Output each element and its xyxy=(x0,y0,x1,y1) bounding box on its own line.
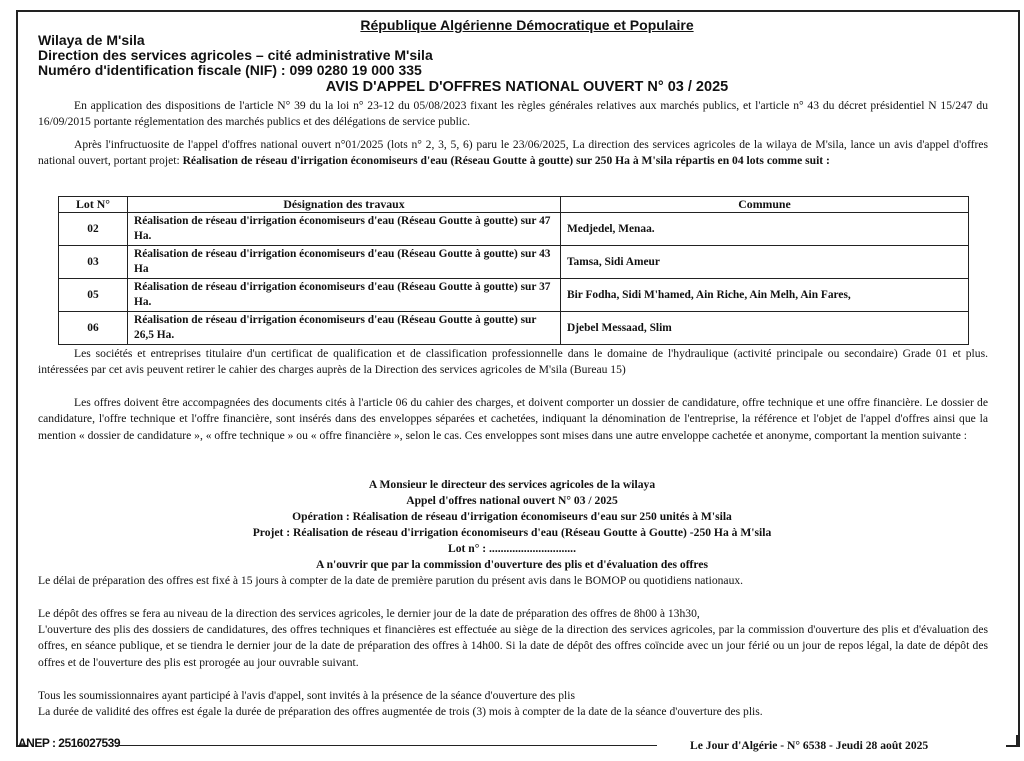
anep-reference: ANEP : 2516027539 xyxy=(18,736,121,750)
lot-commune: Bir Fodha, Sidi M'hamed, Ain Riche, Ain Melh, Ain Fares, xyxy=(561,279,969,312)
condition-validity: La durée de validité des offres est égale la durée de préparation des offres augmentée de trois (3) mois à compter de la date de la séance d'ouverture des plis. xyxy=(38,705,763,718)
lot-number: 06 xyxy=(59,312,128,345)
eligibility-paragraph xyxy=(38,346,988,379)
envelope-line-4: Projet : Réalisation de réseau d'irrigation économiseurs d'eau (Réseau Goutte à Goutte) -250 Ha à M'sila xyxy=(252,526,772,539)
lots-table xyxy=(58,196,969,345)
wilaya-label: Wilaya de M'sila xyxy=(38,32,145,48)
lot-commune: Medjedel, Menaa. xyxy=(561,213,969,246)
intro-paragraph-2 xyxy=(38,137,988,170)
offers-text: Les offres doivent être accompagnées des documents cités à l'article 06 du cahier des charges, et doivent comporter un dossier de candidature, offre technique et une offre financière. Le dossier de candidature, l'offre technique et l'offre financière, sont insérés dans des enveloppes séparées et cachetées, indiquant la dénomination de l'entreprise, la référence et l'objet de l'appel d'offres ainsi que la mention « dossier de candidature », « offre technique » ou « offre financière », selon le cas. Ces enveloppes sont mises dans une autre enveloppe cachetée et anonyme, comportant la mention suivante : xyxy=(38,396,988,442)
republic-heading: République Algérienne Démocratique et Populaire xyxy=(360,17,694,33)
offers-paragraph xyxy=(38,395,988,444)
intro-paragraph-1 xyxy=(38,98,988,131)
frame-corner-right xyxy=(1006,735,1018,747)
envelope-line-2: Appel d'offres national ouvert N° 03 / 2025 xyxy=(406,494,618,507)
lot-number: 05 xyxy=(59,279,128,312)
envelope-line-3: Opération : Réalisation de réseau d'irrigation économiseurs d'eau sur 250 unités à M'sila xyxy=(292,510,732,523)
condition-opening: L'ouverture des plis des dossiers de candidatures, des offres techniques et financières est effectuée au siège de la direction des services agricoles, par la commission d'ouverture des plis et d'évaluation des offres, en séance publique, et se tiendra le dernier jour de la date de préparation des offres à 14h00. Si la date de dépôt des offres coïncide avec un jour férié ou un jour de repos légal, la date de dépôt des offres et de l'ouverture des plis est prorogée au jour ouvrable suivant. xyxy=(38,623,988,669)
lot-designation: Réalisation de réseau d'irrigation économiseurs d'eau (Réseau Goutte à goutte) sur 43 Ha xyxy=(128,246,561,279)
condition-deposit: Le dépôt des offres se fera au niveau de la direction des services agricoles, le dernier jour de la date de préparation des offres de 8h00 à 13h30, xyxy=(38,607,700,620)
lot-number: 02 xyxy=(59,213,128,246)
table-row xyxy=(59,246,969,279)
lot-designation: Réalisation de réseau d'irrigation économiseurs d'eau (Réseau Goutte à goutte) sur 37 Ha. xyxy=(128,279,561,312)
intro-p2-text: Après l'infructuosite de l'appel d'offres national ouvert n°01/2025 (lots n° 2, 3, 5, 6) paru le 23/06/2025, La direction des services agricoles de la wilaya de M'sila, lance un avis d'appel d'offres national ouvert, portant projet: xyxy=(38,138,988,168)
lot-designation: Réalisation de réseau d'irrigation économiseurs d'eau (Réseau Goutte à goutte) sur 26,5 Ha. xyxy=(128,312,561,345)
lot-number: 03 xyxy=(59,246,128,279)
table-row xyxy=(59,213,969,246)
notice-title: AVIS D'APPEL D'OFFRES NATIONAL OUVERT N° 03 / 2025 xyxy=(325,79,729,95)
lot-designation: Réalisation de réseau d'irrigation économiseurs d'eau (Réseau Goutte à goutte) sur 47 Ha. xyxy=(128,213,561,246)
table-row xyxy=(59,279,969,312)
eligibility-text: Les sociétés et entreprises titulaire d'un certificat de qualification et de classification professionnelle dans le domaine de l'hydraulique (activité principale ou secondaire) Grade 01 et plus. intéressées par cet avis peuvent retirer le cahier des charges auprès de la Direction des services agricoles de M'sila (Bureau 15) xyxy=(38,347,988,377)
header-lot: Lot N° xyxy=(59,197,128,213)
envelope-line-1: A Monsieur le directeur des services agricoles de la wilaya xyxy=(368,478,656,491)
publication-reference: Le Jour d'Algérie - N° 6538 - Jeudi 28 août 2025 xyxy=(690,739,929,752)
nif-label: Numéro d'identification fiscale (NIF) : 099 0280 19 000 335 xyxy=(38,62,422,78)
condition-delay: Le délai de préparation des offres est fixé à 15 jours à compter de la date de première parution du présent avis dans le BOMOP ou quotidiens nationaux. xyxy=(38,574,744,587)
project-description: Réalisation de réseau d'irrigation économiseurs d'eau (Réseau Goutte à goutte) sur 250 Ha à M'sila répartis en 04 lots comme suit : xyxy=(182,154,830,168)
footer-divider xyxy=(117,745,657,746)
envelope-line-6: A n'ouvrir que par la commission d'ouverture des plis et d'évaluation des offres xyxy=(315,558,709,571)
lot-commune: Tamsa, Sidi Ameur xyxy=(561,246,969,279)
envelope-line-5: Lot n° : .............................. xyxy=(448,542,576,555)
header-designation: Désignation des travaux xyxy=(128,197,561,213)
condition-invitation: Tous les soumissionnaires ayant participé à l'avis d'appel, sont invités à la présence de la séance d'ouverture des plis xyxy=(38,689,575,702)
header-commune: Commune xyxy=(561,197,969,213)
direction-label: Direction des services agricoles – cité administrative M'sila xyxy=(38,47,433,63)
lot-commune: Djebel Messaad, Slim xyxy=(561,312,969,345)
table-header-row xyxy=(59,197,969,213)
table-row xyxy=(59,312,969,345)
intro-p1-text: En application des dispositions de l'article N° 39 du la loi n° 23-12 du 05/08/2023 fixant les règles générales relatives aux marchés publics, et l'article n° 43 du décret présidentiel N 15/247 du 16/09/2015 portante réglementation des marchés publics et des délégations de service public. xyxy=(38,99,988,129)
